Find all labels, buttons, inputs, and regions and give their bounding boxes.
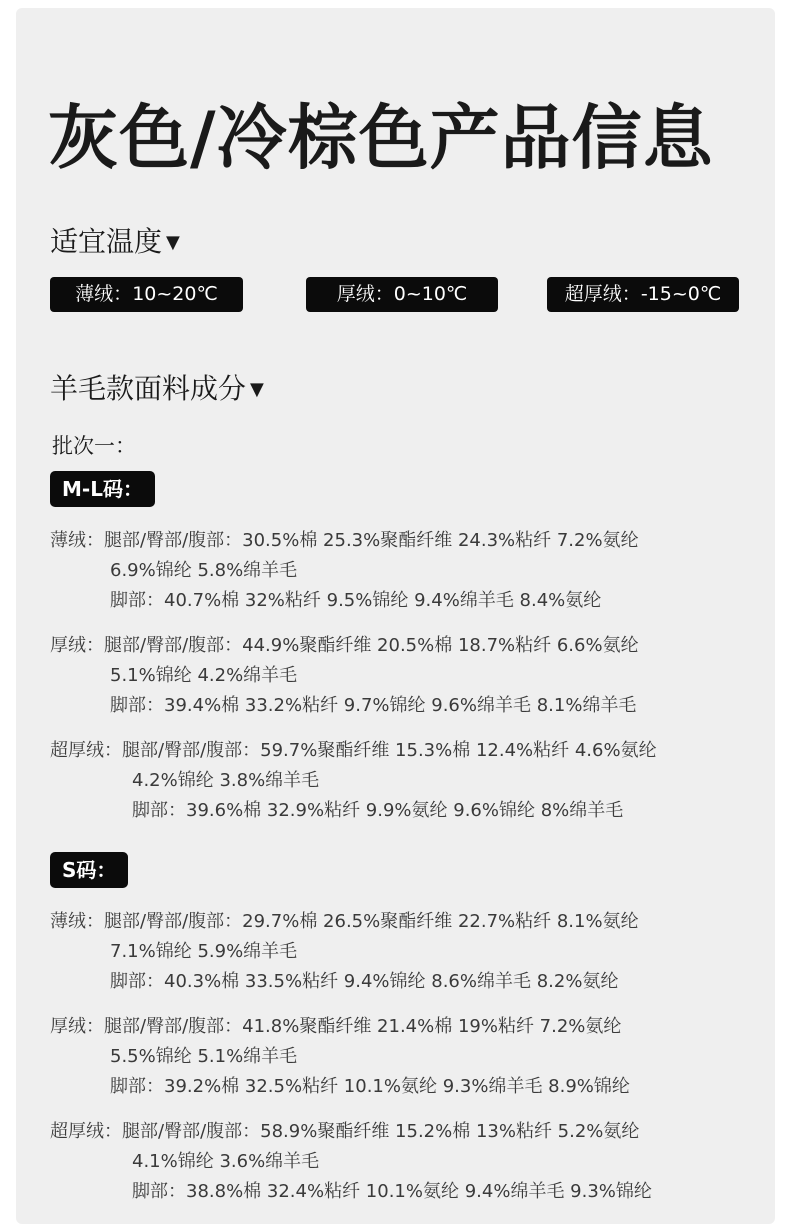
ml-extra-thick-body-row — [50, 736, 657, 766]
page-title: 灰色/冷棕色产品信息 — [48, 97, 714, 179]
fabric-type-label: 厚绒： — [50, 1016, 104, 1037]
temperature-heading-text: 适宜温度 — [50, 225, 163, 258]
triangle-down-icon: ▼ — [250, 379, 264, 400]
ml-thin-body-row2: 6.9%锦纶 5.8%绵羊毛 — [110, 560, 298, 581]
fabric-type-label: 薄绒： — [50, 911, 104, 932]
temperature-heading — [50, 220, 180, 260]
body-composition: 44.9%聚酯纤维 20.5%棉 18.7%粘纤 6.6%氨纶 — [242, 635, 639, 656]
batch-label: 批次一： — [52, 434, 136, 458]
body-composition: 59.7%聚酯纤维 15.3%棉 12.4%粘纤 4.6%氨纶 — [260, 740, 657, 761]
composition-heading-text: 羊毛款面料成分 — [50, 372, 247, 405]
body-part-label: 腿部/臀部/腹部： — [122, 740, 261, 761]
s-thick-body-row2: 5.5%锦纶 5.1%绵羊毛 — [110, 1046, 298, 1067]
s-thick-foot-row — [110, 1072, 630, 1102]
s-thin-foot-row — [110, 967, 618, 997]
ml-extra-thick-body-row2: 4.2%锦纶 3.8%绵羊毛 — [132, 770, 320, 791]
fabric-type-label: 超厚绒： — [50, 740, 122, 761]
foot-part-label: 脚部： — [110, 971, 164, 992]
foot-part-label: 脚部： — [110, 590, 164, 611]
body-part-label: 腿部/臀部/腹部： — [104, 635, 243, 656]
foot-part-label: 脚部： — [110, 1076, 164, 1097]
s-thin-body-row2: 7.1%锦纶 5.9%绵羊毛 — [110, 941, 298, 962]
fabric-type-label: 薄绒： — [50, 530, 104, 551]
composition-heading — [50, 367, 264, 407]
fabric-type-label: 超厚绒： — [50, 1121, 122, 1142]
body-part-label: 腿部/臀部/腹部： — [104, 1016, 243, 1037]
body-composition: 29.7%棉 26.5%聚酯纤维 22.7%粘纤 8.1%氨纶 — [242, 911, 639, 932]
body-part-label: 腿部/臀部/腹部： — [122, 1121, 261, 1142]
foot-composition: 40.7%棉 32%粘纤 9.5%锦纶 9.4%绵羊毛 8.4%氨纶 — [164, 590, 602, 611]
foot-part-label: 脚部： — [110, 695, 164, 716]
s-extra-thick-body-row2: 4.1%锦纶 3.6%绵羊毛 — [132, 1151, 320, 1172]
temp-pill-value: 10~20℃ — [132, 283, 218, 305]
body-composition: 41.8%聚酯纤维 21.4%棉 19%粘纤 7.2%氨纶 — [242, 1016, 622, 1037]
body-composition: 30.5%棉 25.3%聚酯纤维 24.3%粘纤 7.2%氨纶 — [242, 530, 639, 551]
temp-pill-label: 超厚绒： — [564, 283, 641, 305]
temp-pill-thin — [50, 277, 243, 312]
s-thin-body-row — [50, 907, 639, 937]
ml-thick-body-row2: 5.1%锦纶 4.2%绵羊毛 — [110, 665, 298, 686]
triangle-down-icon: ▼ — [166, 232, 180, 253]
fabric-type-label: 厚绒： — [50, 635, 104, 656]
s-thick-body-row — [50, 1012, 621, 1042]
temp-pill-label: 薄绒： — [75, 283, 133, 305]
temp-pill-value: -15~0℃ — [640, 283, 722, 305]
temp-pill-thick — [306, 277, 498, 312]
size-badge-ml: M-L码： — [50, 471, 155, 507]
foot-part-label: 脚部： — [132, 1181, 186, 1202]
foot-composition: 40.3%棉 33.5%粘纤 9.4%锦纶 8.6%绵羊毛 8.2%氨纶 — [164, 971, 619, 992]
temp-pill-value: 0~10℃ — [393, 283, 468, 305]
ml-thin-foot-row — [110, 586, 601, 616]
body-part-label: 腿部/臀部/腹部： — [104, 530, 243, 551]
foot-composition: 39.2%棉 32.5%粘纤 10.1%氨纶 9.3%绵羊毛 8.9%锦纶 — [164, 1076, 630, 1097]
temp-pill-extra-thick — [547, 277, 739, 312]
foot-composition: 38.8%棉 32.4%粘纤 10.1%氨纶 9.4%绵羊毛 9.3%锦纶 — [186, 1181, 652, 1202]
ml-thick-foot-row — [110, 691, 636, 721]
ml-thick-body-row — [50, 631, 639, 661]
temp-pill-label: 厚绒： — [336, 283, 394, 305]
s-extra-thick-body-row — [50, 1117, 639, 1147]
body-part-label: 腿部/臀部/腹部： — [104, 911, 243, 932]
foot-composition: 39.4%棉 33.2%粘纤 9.7%锦纶 9.6%绵羊毛 8.1%绵羊毛 — [164, 695, 637, 716]
foot-part-label: 脚部： — [132, 800, 186, 821]
size-badge-s: S码： — [50, 852, 128, 888]
ml-extra-thick-foot-row — [132, 796, 623, 826]
body-composition: 58.9%聚酯纤维 15.2%棉 13%粘纤 5.2%氨纶 — [260, 1121, 640, 1142]
foot-composition: 39.6%棉 32.9%粘纤 9.9%氨纶 9.6%锦纶 8%绵羊毛 — [186, 800, 624, 821]
ml-thin-body-row — [50, 526, 639, 556]
s-extra-thick-foot-row — [132, 1177, 652, 1207]
